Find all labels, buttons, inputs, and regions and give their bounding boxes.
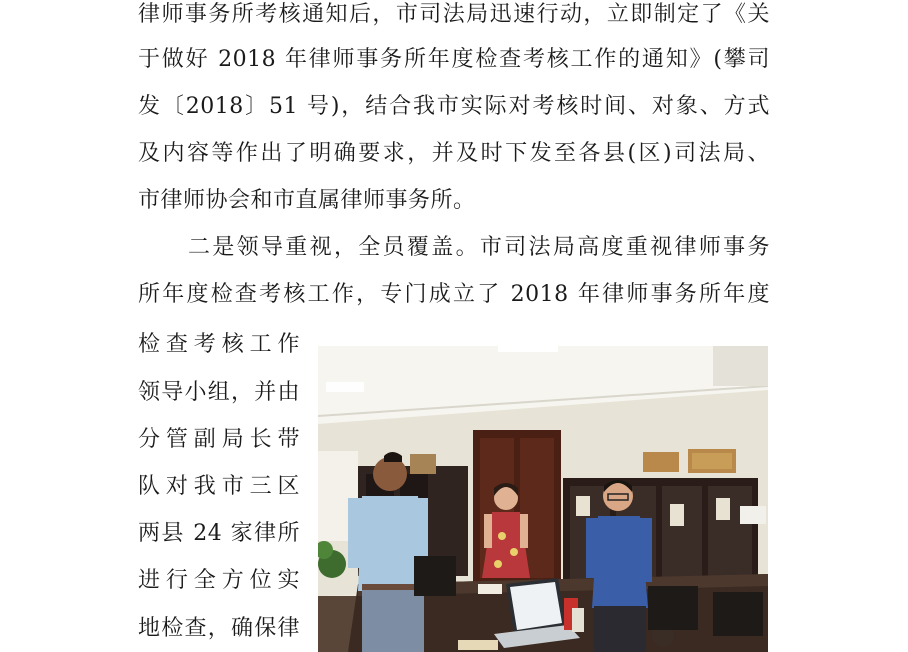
wrapped-line-6: 进行全方位实: [138, 568, 300, 593]
photo-document: [576, 496, 590, 516]
paragraph1-line-4: 及内容等作出了明确要求，并及时下发至各县(区)司法局、: [138, 141, 770, 166]
photo-paper: [478, 584, 502, 594]
paragraph2-line-1: 二是领导重视，全员覆盖。市司法局高度重视律师事务: [188, 235, 770, 260]
photo-plaque-3: [410, 454, 436, 474]
wrapped-line-7: 地检查，确保律: [138, 616, 300, 641]
paragraph1-line-3: 发〔2018〕51 号)，结合我市实际对考核时间、对象、方式: [138, 94, 770, 119]
photo-right-cabinet-pane-3: [662, 486, 702, 586]
photo-chair: [414, 556, 456, 596]
wrapped-line-1: 检查考核工作: [138, 332, 300, 357]
paragraph1-line-5: 市律师协会和市直属律师事务所。: [138, 188, 476, 213]
photo-plaque-inner: [692, 453, 732, 469]
photo-chair-2: [648, 586, 698, 630]
paragraph1-line-1: 律师事务所考核通知后，市司法局迅速行动，立即制定了《关: [138, 2, 770, 27]
paragraph1-line-2: 于做好 2018 年律师事务所年度检查考核工作的通知》(攀司: [138, 47, 770, 72]
photo-ceiling-light: [326, 382, 364, 392]
photo-wall-sign: [740, 506, 766, 524]
wrapped-line-4: 队对我市三区: [138, 474, 300, 499]
photo-beam: [713, 346, 768, 386]
office-inspection-photo: [318, 346, 768, 652]
photo-plaque: [643, 452, 679, 472]
wrapped-line-2: 领导小组，并由: [138, 380, 300, 405]
photo-ceiling-light-2: [498, 346, 558, 352]
photo-illustration: [318, 346, 768, 652]
photo-paper-2: [458, 640, 498, 650]
photo-cup: [572, 608, 584, 632]
photo-document-3: [716, 498, 730, 520]
photo-laptop-screen: [510, 582, 562, 630]
wrapped-line-3: 分管副局长带: [138, 427, 300, 452]
paragraph2-line-2: 所年度检查考核工作，专门成立了 2018 年律师事务所年度: [138, 282, 770, 307]
photo-chair-3: [713, 592, 763, 636]
photo-document-2: [670, 504, 684, 526]
wrapped-line-5: 两县 24 家律所: [138, 521, 300, 546]
